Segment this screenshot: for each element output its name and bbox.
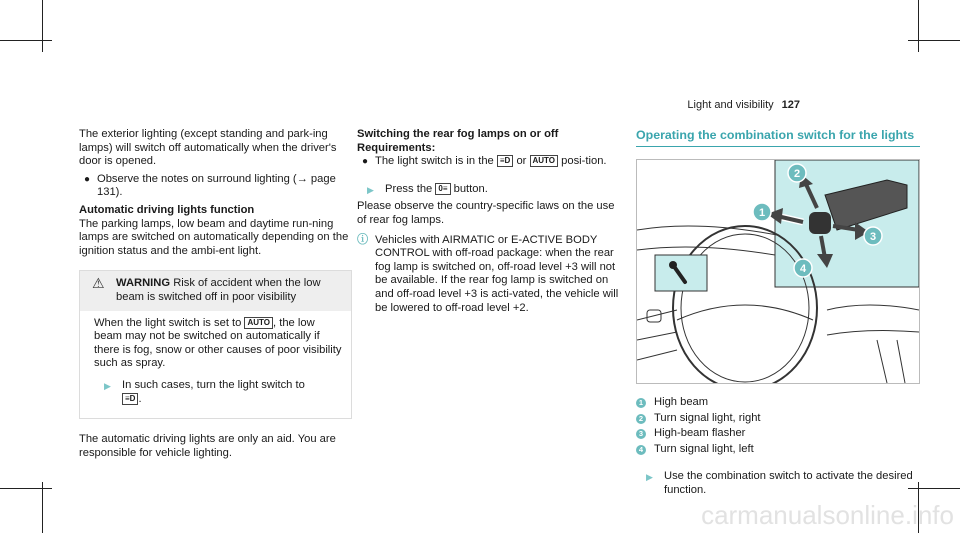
warning-header — [80, 271, 351, 310]
list-item: ● Observe the notes on surround lighting (→ page 131). — [84, 172, 336, 199]
section-title: Light and visibility — [687, 99, 774, 111]
legend-item: 2 Turn signal light, right — [636, 412, 920, 426]
requirements-label: Requirements: — [357, 141, 436, 154]
column-1 — [79, 128, 352, 464]
callout-4: 4 — [799, 263, 807, 275]
watermark: carmanualsonline.info — [701, 500, 954, 530]
list-item: ● The light switch is in the ≡D or AUTO posi-tion. — [362, 155, 607, 168]
legend-item: 3 High-beam flasher — [636, 427, 920, 441]
low-beam-symbol-icon: ≡D — [122, 393, 138, 405]
figure-drawing — [637, 160, 919, 383]
action-step: ▶ In such cases, turn the light switch to ≡D . — [104, 378, 305, 405]
rear-fog-symbol-icon: 0≡ — [435, 183, 450, 195]
crop-mark — [908, 40, 960, 41]
bullet-icon: ● — [84, 173, 91, 185]
low-beam-symbol-icon: ≡D — [497, 155, 513, 167]
warning-box — [79, 270, 352, 419]
callout-3: 3 — [869, 231, 877, 243]
crop-mark — [42, 482, 43, 533]
action-arrow-icon: ▶ — [367, 184, 374, 195]
section-heading: Automatic driving lights function — [79, 203, 255, 216]
crop-mark — [42, 0, 43, 52]
number-badge-icon: 3 — [636, 429, 646, 439]
legend-item: 4 Turn signal light, left — [636, 443, 920, 457]
page-number: 127 — [781, 99, 800, 111]
legend-item: 1 High beam — [636, 396, 920, 410]
warning-label: WARNING — [116, 277, 171, 290]
crop-mark — [0, 40, 52, 41]
column-3 — [636, 128, 920, 502]
action-arrow-icon: ▶ — [104, 380, 111, 391]
section-heading: Switching the rear fog lamps on or off — [357, 128, 559, 140]
action-step: ▶ Press the 0≡ button. — [357, 183, 619, 197]
callout-2: 2 — [793, 168, 801, 180]
figure-legend — [636, 396, 920, 456]
intro-paragraph: The exterior lighting (except standing and park-ing lamps) will switch off automatically when the driver's door is opened. — [79, 128, 337, 168]
crop-mark — [918, 0, 919, 52]
paragraph: Please observe the country-specific laws on the use of rear fog lamps. — [357, 200, 615, 226]
number-badge-icon: 1 — [636, 398, 646, 408]
auto-symbol-icon: AUTO — [244, 317, 273, 329]
number-badge-icon: 2 — [636, 414, 646, 424]
warning-body: When the light switch is set to AUTO , the low beam may not be switched on automatically if there is fog, snow or other causes of poor visibility such as spray. ▶ In such cases, turn the light switch to ≡D . — [94, 316, 342, 405]
crop-mark — [0, 488, 52, 489]
action-arrow-icon: ▶ — [646, 472, 653, 483]
running-header — [687, 99, 800, 113]
section-heading: Operating the combination switch for the lights — [636, 128, 920, 147]
combination-switch-figure — [636, 159, 920, 384]
paragraph: The automatic driving lights are only an aid. You are responsible for vehicle lighting. — [79, 433, 336, 459]
auto-symbol-icon: AUTO — [530, 155, 559, 167]
note: ⓘ Vehicles with AIRMATIC or E-ACTIVE BODY CONTROL with off-road package: when the rear fog lamp is switched on, off-road level +3 will not be available. If the rear fog lamp is switched on and off-road level +3 is acti-vated, the vehicle will be lowered to off-road level +2. — [357, 233, 619, 314]
column-2 — [357, 128, 619, 319]
info-icon: ⓘ — [357, 233, 369, 246]
bullet-icon: ● — [362, 156, 369, 168]
callout-1: 1 — [758, 207, 766, 219]
action-step: ▶ Use the combination switch to activate the desired function. — [646, 470, 913, 496]
number-badge-icon: 4 — [636, 445, 646, 455]
warning-triangle-icon: ⚠ — [92, 275, 105, 292]
paragraph: The parking lamps, low beam and daytime run-ning lamps are switched on automatically depending on the ignition status and the ambi-ent light. — [79, 217, 349, 257]
warning-title: Risk of accident when the low beam is switched off in poor visibility — [116, 277, 321, 303]
